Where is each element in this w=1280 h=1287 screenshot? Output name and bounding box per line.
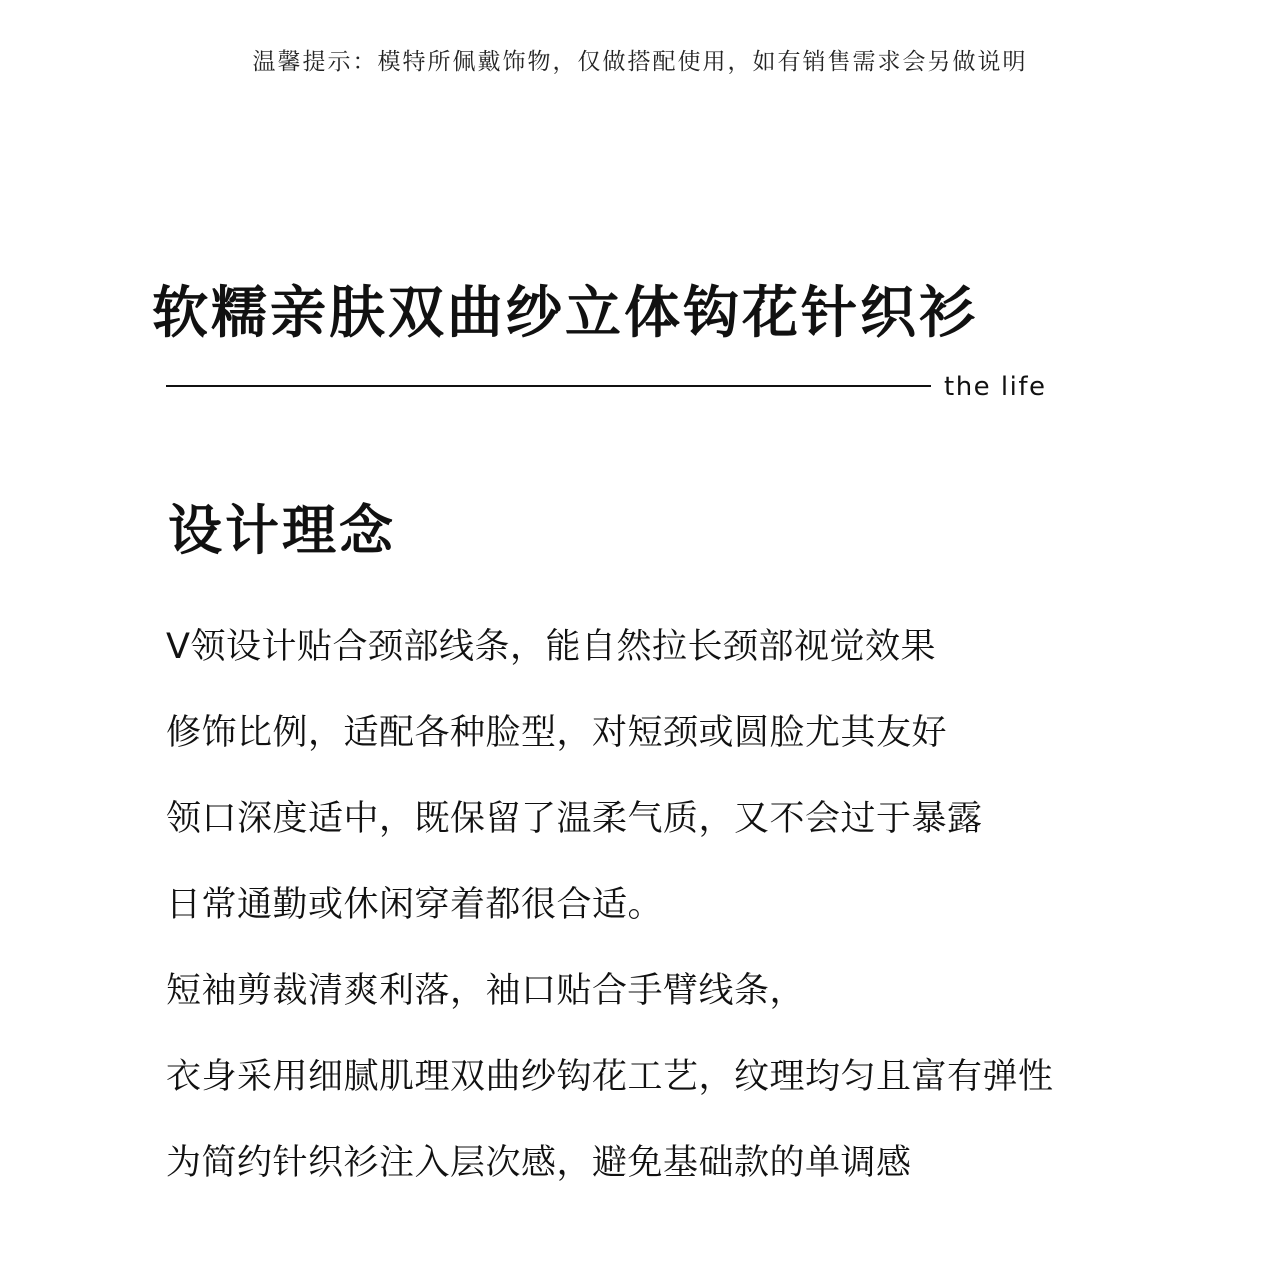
title-divider-row (166, 370, 1046, 404)
section-heading: 设计理念 (168, 499, 396, 562)
design-description (166, 618, 1166, 1220)
description-line: 衣身采用细腻肌理双曲纱钩花工艺，纹理均匀且富有弹性 (166, 1057, 1054, 1097)
description-line: 修饰比例，适配各种脸型，对短颈或圆脸尤其友好 (166, 713, 948, 753)
description-line: 为简约针织衫注入层次感，避免基础款的单调感 (166, 1143, 912, 1183)
model-accessory-notice: 温馨提示：模特所佩戴饰物，仅做搭配使用，如有销售需求会另做说明 (252, 49, 1028, 75)
description-line: 领口深度适中，既保留了温柔气质，又不会过于暴露 (166, 799, 983, 839)
description-line: V领设计贴合颈部线条，能自然拉长颈部视觉效果 (166, 627, 936, 667)
divider-line (166, 385, 931, 387)
description-line: 短袖剪裁清爽利落，袖口贴合手臂线条， (166, 971, 806, 1011)
product-title: 软糯亲肤双曲纱立体钩花针织衫 (152, 281, 978, 346)
description-line: 日常通勤或休闲穿着都很合适。 (166, 885, 664, 925)
tagline: the life (944, 372, 1047, 402)
